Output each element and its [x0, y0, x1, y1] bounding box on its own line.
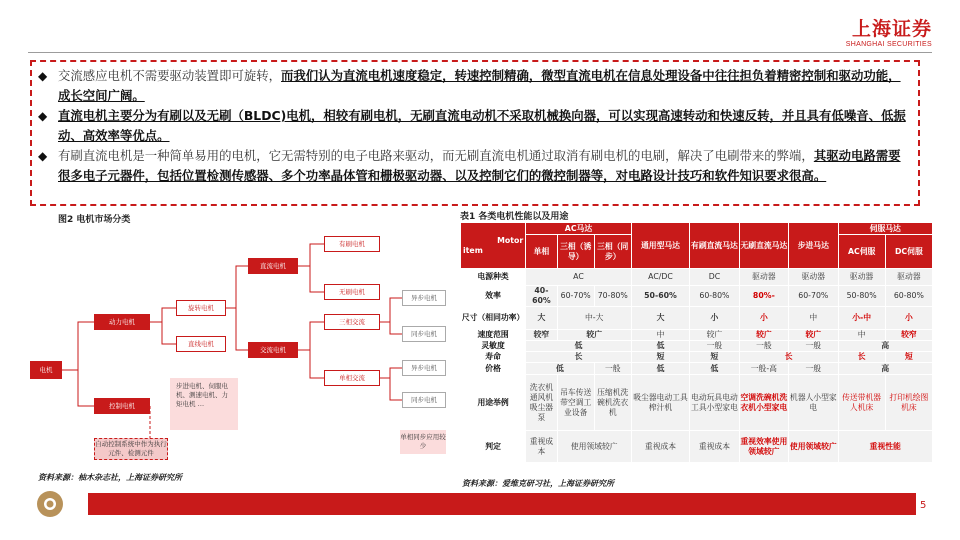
- table-cell: 小: [739, 307, 788, 330]
- table-cell: 大: [631, 307, 689, 330]
- table-cell: 重视效率使用领域较广: [739, 431, 788, 463]
- table-cell: 使用领域较广: [789, 431, 838, 463]
- table-cell: 重视成本: [526, 431, 557, 463]
- table-row: [461, 352, 933, 363]
- node-async-motor: 异步电机: [402, 290, 446, 306]
- table-cell: 60-70%: [789, 286, 838, 307]
- header-brushed-dc: 有刷直流马达: [690, 223, 739, 269]
- node-async-motor-2: 异步电机: [402, 360, 446, 376]
- connector-line: [236, 308, 248, 350]
- logo-text: 上海证券: [851, 18, 932, 40]
- connector-line: [150, 308, 176, 322]
- diamond-bullet-icon: ◆: [38, 109, 48, 123]
- row-label: 价格: [461, 363, 526, 375]
- node-brushless-motor: 无刷电机: [324, 284, 380, 300]
- bullet-text: 交流感应电机不需要驱动装置即可旋转，: [58, 68, 282, 83]
- connector-line: [380, 368, 402, 378]
- row-label: 灵敏度: [461, 341, 526, 352]
- table-row: [461, 363, 933, 375]
- figure-source: 资料来源：柚木杂志社，上海证券研究所: [38, 473, 182, 482]
- table-cell: 高: [838, 363, 932, 375]
- table-row: [461, 269, 933, 286]
- node-sync-motor: 同步电机: [402, 326, 446, 342]
- logo-subtext: SHANGHAI SECURITIES: [845, 41, 932, 48]
- table-cell: 短: [690, 352, 739, 363]
- table-cell: 长: [838, 352, 885, 363]
- key-points-box: [30, 60, 920, 206]
- table-cell: AC: [526, 269, 632, 286]
- node-single-phase-ac: 单相交流: [324, 370, 380, 386]
- table-cell: 一般: [594, 363, 631, 375]
- bullet-point: [38, 106, 912, 146]
- table-cell: 较广: [557, 330, 631, 341]
- row-label: 电源种类: [461, 269, 526, 286]
- node-linear-motor: 直线电机: [176, 336, 226, 352]
- bullet-highlight: 其驱动电路需要很多电子元器件，包括位置检测传感器、多个功率晶体管和栅极驱动器、以及控制它们的微控制器等，对电路设计技巧和软件知识要求很高。: [58, 148, 901, 183]
- table-cell: 空调洗碗机洗衣机小型家电: [739, 375, 788, 431]
- table-cell: 驱动器: [739, 269, 788, 286]
- table-cell: AC/DC: [631, 269, 689, 286]
- table-cell: 传送带机器人机床: [838, 375, 885, 431]
- connector-line: [310, 266, 324, 292]
- table-cell: 高: [838, 341, 932, 352]
- connector-line: [78, 370, 94, 406]
- company-emblem-icon: [36, 490, 64, 518]
- table-cell: 中-大: [557, 307, 631, 330]
- diamond-bullet-icon: ◆: [38, 149, 48, 163]
- bullet-point: [38, 66, 912, 106]
- table-cell: DC: [690, 269, 739, 286]
- node-power-motor: 动力电机: [94, 314, 150, 330]
- node-motor-root: 电机: [30, 361, 62, 379]
- header-servo: 伺服马达: [838, 223, 932, 235]
- table-cell: 驱动器: [838, 269, 885, 286]
- connector-line: [310, 350, 324, 378]
- table-cell: 小-中: [838, 307, 885, 330]
- connector-line: [298, 244, 324, 266]
- header-three-sync: 三相（同步）: [594, 235, 631, 269]
- motor-performance-table: [460, 222, 933, 463]
- company-logo: [846, 14, 932, 48]
- table-cell: 低: [526, 341, 632, 352]
- table-cell: 小: [885, 307, 932, 330]
- table-cell: 一般-高: [739, 363, 788, 375]
- diagram-connectors: [30, 222, 448, 468]
- single-phase-sync-note: 单相同步应用较少: [400, 430, 446, 454]
- bullet-point: [38, 146, 912, 186]
- table-row: [461, 375, 933, 431]
- header-dc-servo: DC伺服: [885, 235, 932, 269]
- footer-bar: [88, 493, 916, 515]
- table-cell: 一般: [690, 341, 739, 352]
- table-cell: 50-80%: [838, 286, 885, 307]
- node-brushed-motor: 有刷电机: [324, 236, 380, 252]
- motor-classification-diagram: [30, 222, 448, 468]
- table-cell: 使用领域较广: [557, 431, 631, 463]
- header-motor-item: Motor item: [461, 223, 526, 269]
- connector-line: [226, 266, 248, 308]
- table-cell: 小: [690, 307, 739, 330]
- table-cell: 较广: [789, 330, 838, 341]
- table-cell: 低: [631, 363, 689, 375]
- connector-line: [390, 378, 402, 400]
- node-rotary-motor: 旋转电机: [176, 300, 226, 316]
- row-label: 寿命: [461, 352, 526, 363]
- table-cell: 机器人小型家电: [789, 375, 838, 431]
- table-cell: 低: [690, 363, 739, 375]
- table-cell: 一般: [789, 363, 838, 375]
- table-cell: 大: [526, 307, 557, 330]
- table-source: 资料来源：爱维克研习社，上海证券研究所: [462, 479, 614, 488]
- header-stepper: 步进马达: [789, 223, 838, 269]
- page-number: 5: [920, 500, 927, 511]
- table-cell: 较窄: [526, 330, 557, 341]
- table-row: [461, 286, 933, 307]
- node-three-phase-ac: 三相交流: [324, 314, 380, 330]
- connector-line: [380, 298, 402, 322]
- row-label: 用途举例: [461, 375, 526, 431]
- table-cell: 打印机绘图机床: [885, 375, 932, 431]
- table-cell: 中: [789, 307, 838, 330]
- figure-caption: 图2 电机市场分类: [58, 215, 131, 225]
- connector-line: [162, 322, 176, 344]
- table-cell: 重视成本: [690, 431, 739, 463]
- table-cell: 短: [885, 352, 932, 363]
- table-cell: 50-60%: [631, 286, 689, 307]
- table-cell: 吊车传送带空调工业设备: [557, 375, 594, 431]
- table-cell: 低: [526, 363, 595, 375]
- table-cell: 一般: [739, 341, 788, 352]
- row-label: 效率: [461, 286, 526, 307]
- bullet-text: 有刷直流电机是一种简单易用的电机，它无需特别的电子电路来驱动，而无刷直流电机通过取消有刷电机的电刷，解决了电刷带来的弊端，: [58, 148, 814, 163]
- table-cell: 40-60%: [526, 286, 557, 307]
- connector-line: [62, 322, 94, 370]
- table-caption: 表1 各类电机性能以及用途: [460, 212, 569, 222]
- table-cell: 一般: [789, 341, 838, 352]
- table-cell: 60-80%: [690, 286, 739, 307]
- connector-line: [298, 322, 324, 350]
- table-cell: 驱动器: [885, 269, 932, 286]
- bullet-highlight: 而我们认为直流电机速度稳定，转速控制精确，微型直流电机在信息处理设备中往往担负着精密控制和驱动功能，成长空间广阔。: [58, 68, 901, 103]
- table-cell: 重视性能: [838, 431, 932, 463]
- table-cell: 较广: [739, 330, 788, 341]
- table-cell: 驱动器: [789, 269, 838, 286]
- table-row: [461, 341, 933, 352]
- node-ac-motor: 交流电机: [248, 342, 298, 358]
- table-cell: 80%-: [739, 286, 788, 307]
- table-cell: 吸尘器电动工具榨汁机: [631, 375, 689, 431]
- row-label: 速度范围: [461, 330, 526, 341]
- bullet-highlight: 直流电机主要分为有刷以及无刷（BLDC)电机，相较有刷电机，无刷直流电动机不采取机械换向器，可以实现高速转动和快速反转，并且具有低噪音、低振动、高效率等优点。: [58, 108, 906, 143]
- header-divider: [28, 52, 932, 53]
- table-cell: 60-80%: [885, 286, 932, 307]
- header-universal-motor: 通用型马达: [631, 223, 689, 269]
- connector-line: [390, 322, 402, 334]
- node-dc-motor: 直流电机: [248, 258, 298, 274]
- table-cell: 重视成本: [631, 431, 689, 463]
- table-cell: 洗衣机通风机吸尘器泵: [526, 375, 557, 431]
- table-cell: 60-70%: [557, 286, 594, 307]
- control-motor-role-note: 自动控制系统中作为执行元件、检测元件: [94, 438, 168, 460]
- table-cell: 长: [526, 352, 632, 363]
- table-cell: 短: [631, 352, 689, 363]
- table-cell: 压缩机洗碗机洗衣机: [594, 375, 631, 431]
- header-ac-servo: AC伺服: [838, 235, 885, 269]
- table-cell: 中: [631, 330, 689, 341]
- node-sync-motor-2: 同步电机: [402, 392, 446, 408]
- table-row: [461, 330, 933, 341]
- header-ac-motor: AC马达: [526, 223, 632, 235]
- control-motor-types: 步进电机、伺服电机、测速电机、力矩电机 …: [170, 378, 238, 430]
- node-control-motor: 控制电机: [94, 398, 150, 414]
- table-cell: 较窄: [885, 330, 932, 341]
- table-cell: 电动玩具电动工具小型家电: [690, 375, 739, 431]
- header-brushless-dc: 无刷直流马达: [739, 223, 788, 269]
- header-single-phase: 单相: [526, 235, 557, 269]
- diamond-bullet-icon: ◆: [38, 69, 48, 83]
- table-row: [461, 307, 933, 330]
- row-label: 尺寸（相同功率）: [461, 307, 526, 330]
- table-cell: 低: [631, 341, 689, 352]
- table-cell: 70-80%: [594, 286, 631, 307]
- row-label: 判定: [461, 431, 526, 463]
- table-cell: 长: [739, 352, 838, 363]
- header-three-induction: 三相（诱导）: [557, 235, 594, 269]
- table-row: [461, 431, 933, 463]
- table-cell: 较广: [690, 330, 739, 341]
- table-cell: 中: [838, 330, 885, 341]
